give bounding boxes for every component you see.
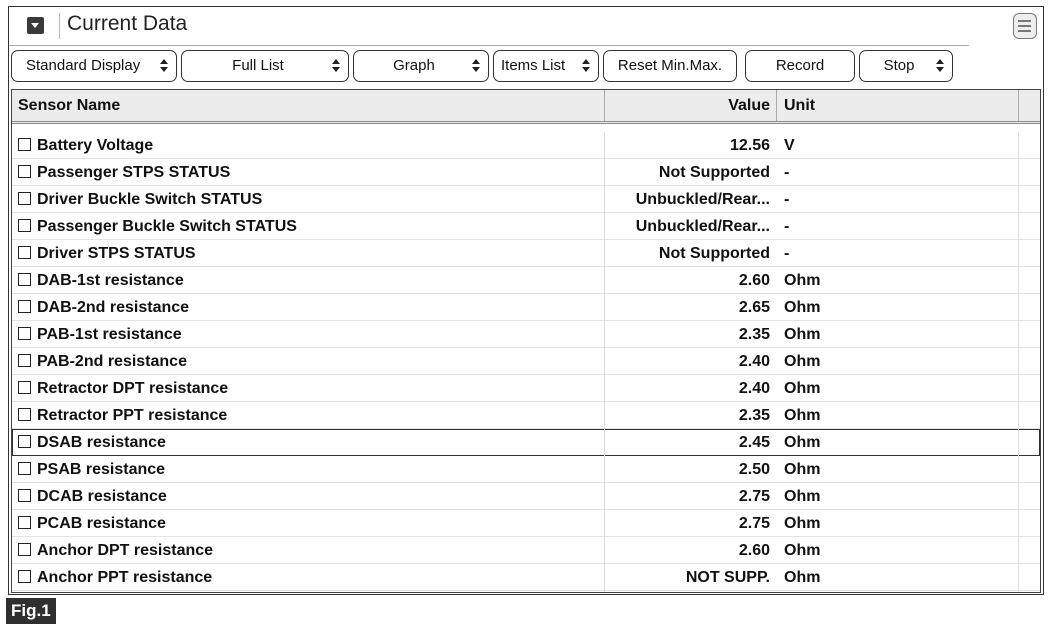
reset-min-max-button[interactable]	[603, 50, 737, 82]
graph-label: Graph	[393, 57, 435, 74]
table-row[interactable]	[12, 456, 1040, 483]
stop-select[interactable]	[859, 50, 953, 82]
sensor-unit: Ohm	[784, 515, 821, 532]
sensor-value: 2.65	[738, 299, 770, 316]
sensor-name: Anchor PPT resistance	[37, 569, 213, 586]
sensor-value: 2.40	[738, 380, 770, 397]
column-divider	[776, 90, 777, 121]
sensor-value: 2.60	[738, 272, 770, 289]
row-checkbox[interactable]	[18, 219, 31, 232]
sensor-unit: Ohm	[784, 542, 821, 559]
items-list-select[interactable]	[493, 50, 599, 82]
table-row[interactable]	[12, 186, 1040, 213]
sensor-name: PAB-2nd resistance	[37, 353, 187, 370]
sensor-value: Not Supported	[658, 164, 770, 181]
table-row[interactable]	[12, 402, 1040, 429]
sensor-name: Retractor PPT resistance	[37, 407, 228, 424]
column-divider	[1018, 90, 1019, 121]
sensor-unit: Ohm	[784, 488, 821, 505]
record-label: Record	[775, 57, 825, 74]
sensor-name: Passenger STPS STATUS	[37, 164, 231, 181]
record-button[interactable]	[745, 50, 855, 82]
table-header	[12, 90, 1040, 124]
sensor-name: Battery Voltage	[37, 137, 154, 154]
sensor-name: Driver Buckle Switch STATUS	[37, 191, 263, 208]
spinner-icon	[332, 59, 340, 73]
collapse-icon[interactable]	[27, 17, 44, 34]
graph-select[interactable]	[353, 50, 489, 82]
row-checkbox[interactable]	[18, 165, 31, 178]
sensor-value: Not Supported	[658, 245, 770, 262]
row-checkbox[interactable]	[18, 570, 31, 583]
sensor-name: DCAB resistance	[37, 488, 167, 505]
row-checkbox[interactable]	[18, 543, 31, 556]
table-row[interactable]	[12, 537, 1040, 564]
reset-min-max-label: Reset Min.Max.	[617, 57, 723, 74]
sensor-value: 2.50	[738, 461, 770, 478]
menu-icon[interactable]	[1013, 13, 1037, 39]
sensor-unit: Ohm	[784, 461, 821, 478]
sensor-unit: -	[784, 164, 790, 181]
row-checkbox[interactable]	[18, 408, 31, 421]
table-body	[12, 132, 1040, 591]
toolbar	[11, 50, 1011, 82]
table-row[interactable]	[12, 267, 1040, 294]
table-row[interactable]	[12, 483, 1040, 510]
sensor-name: DSAB resistance	[37, 434, 166, 451]
column-header-value[interactable]: Value	[728, 97, 770, 114]
sensor-unit: Ohm	[784, 299, 821, 316]
sensor-unit: V	[784, 137, 795, 154]
sensor-value: 2.45	[738, 434, 770, 451]
sensor-unit: -	[784, 191, 790, 208]
full-list-label: Full List	[232, 57, 284, 74]
sensor-data-table	[11, 89, 1041, 593]
column-divider	[1018, 132, 1019, 592]
column-header-sensor-name[interactable]: Sensor Name	[18, 97, 121, 114]
sensor-value: 2.40	[738, 353, 770, 370]
sensor-name: Anchor DPT resistance	[37, 542, 214, 559]
sensor-value: 2.60	[738, 542, 770, 559]
sensor-name: PCAB resistance	[37, 515, 166, 532]
sensor-unit: Ohm	[784, 326, 821, 343]
row-checkbox[interactable]	[18, 300, 31, 313]
sensor-unit: Ohm	[784, 380, 821, 397]
column-divider	[604, 132, 605, 592]
figure-label: Fig.1	[6, 598, 56, 624]
full-list-select[interactable]	[181, 50, 349, 82]
sensor-name: PSAB resistance	[37, 461, 166, 478]
sensor-name: Passenger Buckle Switch STATUS	[37, 218, 297, 235]
row-checkbox[interactable]	[18, 435, 31, 448]
column-header-unit[interactable]: Unit	[784, 97, 816, 114]
table-row-selected[interactable]	[12, 429, 1040, 456]
sensor-value: 2.35	[738, 407, 770, 424]
standard-display-label: Standard Display	[26, 57, 141, 74]
table-row[interactable]	[12, 510, 1040, 537]
sensor-name: DAB-1st resistance	[37, 272, 184, 289]
table-row[interactable]	[12, 348, 1040, 375]
sensor-unit: Ohm	[784, 353, 821, 370]
table-row[interactable]	[12, 240, 1040, 267]
sensor-value: NOT SUPP.	[685, 569, 770, 586]
sensor-unit: -	[784, 245, 790, 262]
sensor-value: 2.75	[738, 515, 770, 532]
column-divider	[604, 90, 605, 121]
sensor-name: PAB-1st resistance	[37, 326, 182, 343]
row-checkbox[interactable]	[18, 327, 31, 340]
spinner-icon	[582, 59, 590, 73]
title-divider	[59, 13, 60, 39]
spinner-icon	[160, 59, 168, 73]
page-title: Current Data	[67, 12, 188, 35]
row-checkbox[interactable]	[18, 192, 31, 205]
row-checkbox[interactable]	[18, 516, 31, 529]
sensor-value: Unbuckled/Rear...	[635, 218, 770, 235]
sensor-unit: Ohm	[784, 272, 821, 289]
sensor-name: Driver STPS STATUS	[37, 245, 196, 262]
standard-display-select[interactable]	[11, 50, 177, 82]
sensor-unit: Ohm	[784, 569, 821, 586]
spinner-icon	[936, 59, 944, 73]
sensor-value: Unbuckled/Rear...	[635, 191, 770, 208]
row-checkbox[interactable]	[18, 381, 31, 394]
title-bar	[9, 7, 969, 46]
sensor-value: 12.56	[729, 137, 770, 154]
items-list-label: Items List	[501, 57, 566, 74]
current-data-panel	[8, 6, 1044, 595]
sensor-name: Retractor DPT resistance	[37, 380, 229, 397]
row-checkbox[interactable]	[18, 462, 31, 475]
sensor-value: 2.35	[738, 326, 770, 343]
sensor-unit: Ohm	[784, 434, 821, 451]
sensor-unit: Ohm	[784, 407, 821, 424]
stop-label: Stop	[883, 57, 915, 74]
table-row[interactable]	[12, 159, 1040, 186]
table-row[interactable]	[12, 321, 1040, 348]
row-checkbox[interactable]	[18, 246, 31, 259]
table-row[interactable]	[12, 375, 1040, 402]
table-row[interactable]	[12, 294, 1040, 321]
sensor-name: DAB-2nd resistance	[37, 299, 190, 316]
row-checkbox[interactable]	[18, 138, 31, 151]
row-checkbox[interactable]	[18, 489, 31, 502]
sensor-value: 2.75	[738, 488, 770, 505]
row-checkbox[interactable]	[18, 354, 31, 367]
table-row[interactable]	[12, 213, 1040, 240]
sensor-unit: -	[784, 218, 790, 235]
row-checkbox[interactable]	[18, 273, 31, 286]
spinner-icon	[472, 59, 480, 73]
table-row[interactable]	[12, 132, 1040, 159]
table-row[interactable]	[12, 564, 1040, 591]
